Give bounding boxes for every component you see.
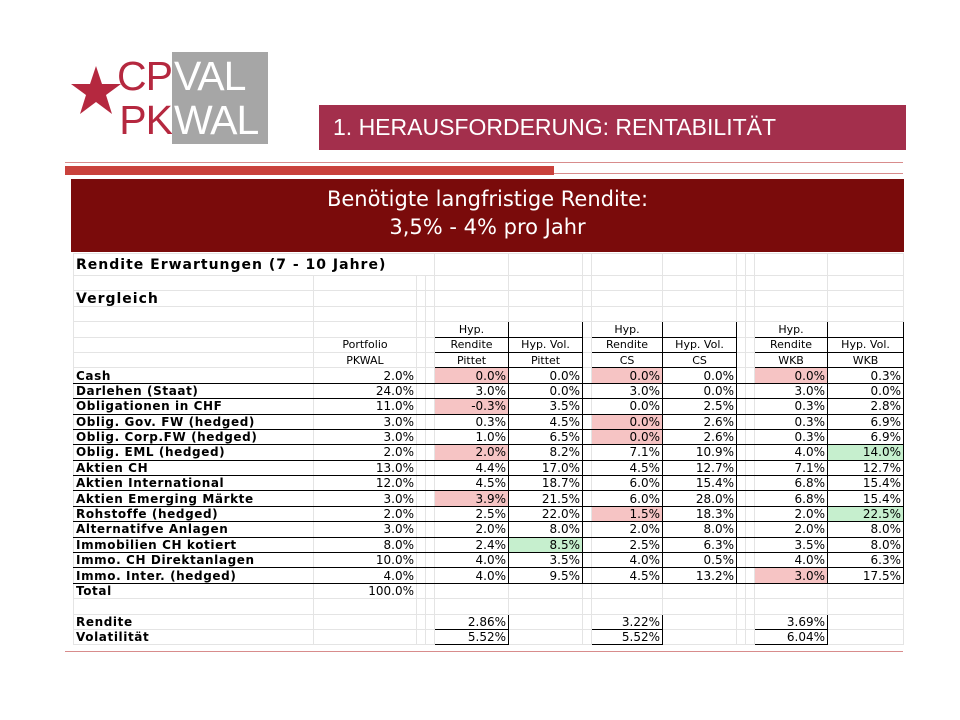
volatilitaet-wkb: 6.04% [755, 629, 828, 644]
table-row [74, 429, 904, 444]
cell-value: 2.0% [435, 522, 509, 537]
total-label: Total [74, 583, 314, 598]
cell-value: 24.0% [314, 383, 417, 398]
cell-value: 2.0% [314, 445, 417, 460]
asset-class-label: Aktien International [74, 476, 314, 491]
logo-wal: WAL [174, 97, 259, 143]
header-pittet-rendite-2: Rendite [435, 337, 509, 352]
cell-value: 0.0% [592, 368, 663, 383]
cell-value: 28.0% [663, 491, 737, 506]
cell-value: 3.0% [435, 383, 509, 398]
header-wkb-rendite-1: Hyp. [755, 322, 828, 337]
cell-value: 3.5% [755, 537, 828, 552]
cell-value: 8.5% [509, 537, 583, 552]
cell-value: 2.8% [828, 399, 904, 414]
cell-value: 0.3% [435, 414, 509, 429]
table-row [74, 399, 904, 414]
cell-value: 2.5% [435, 506, 509, 521]
cell-value: 0.0% [509, 383, 583, 398]
cell-value: 0.0% [592, 414, 663, 429]
table-row [74, 414, 904, 429]
cell-value: 0.0% [828, 383, 904, 398]
cell-value: 2.0% [314, 506, 417, 521]
slide-title: 1. HERAUSFORDERUNG: RENTABILITÄT [319, 105, 906, 150]
cell-value: 4.4% [435, 460, 509, 475]
cell-value: 3.5% [509, 553, 583, 568]
logo-red-block [116, 52, 172, 144]
header-pittet-vol-2: Pittet [509, 352, 583, 367]
cell-value: 22.5% [828, 506, 904, 521]
cell-value: 4.0% [755, 553, 828, 568]
asset-class-label: Cash [74, 368, 314, 383]
cell-value: 3.9% [435, 491, 509, 506]
rendite-label: Rendite [74, 614, 314, 629]
cell-value: 2.0% [755, 506, 828, 521]
cell-value: 0.0% [592, 429, 663, 444]
header-wkb-vol-1: Hyp. Vol. [828, 337, 904, 352]
rendite-wkb: 3.69% [755, 614, 828, 629]
table-row [74, 383, 904, 398]
table-row [74, 537, 904, 552]
rendite-pittet: 2.86% [435, 614, 509, 629]
cell-value: 13.2% [663, 568, 737, 583]
asset-class-label: Obligationen in CHF [74, 399, 314, 414]
header-wkb-rendite-2: Rendite [755, 337, 828, 352]
cell-value: 6.3% [663, 537, 737, 552]
banner-line-2: 3,5% - 4% pro Jahr [389, 215, 586, 239]
banner-required-return [71, 179, 904, 252]
cell-value: 0.0% [663, 383, 737, 398]
header-cs-vol-2: CS [663, 352, 737, 367]
header-wkb-vol-2: WKB [828, 352, 904, 367]
rendite-cs: 3.22% [592, 614, 663, 629]
header-wkb-rendite-3: WKB [755, 352, 828, 367]
cell-value: 2.0% [755, 522, 828, 537]
table-row [74, 522, 904, 537]
logo-cp: CP [117, 53, 172, 99]
cell-value: 2.6% [663, 429, 737, 444]
asset-class-label: Immobilien CH kotiert [74, 537, 314, 552]
cell-value: 0.0% [755, 368, 828, 383]
cell-value: 4.5% [592, 568, 663, 583]
asset-class-label: Alternatifve Anlagen [74, 522, 314, 537]
cell-value: 18.3% [663, 506, 737, 521]
cell-value: 0.3% [755, 414, 828, 429]
cell-value: 17.0% [509, 460, 583, 475]
cell-value: 0.5% [663, 553, 737, 568]
cell-value: 2.6% [663, 414, 737, 429]
logo-grey-block [172, 52, 268, 144]
cell-value: 8.0% [663, 522, 737, 537]
cell-value: -0.3% [435, 399, 509, 414]
header-cs-rendite-1: Hyp. [592, 322, 663, 337]
volatilitaet-pittet: 5.52% [435, 629, 509, 644]
logo-val: VAL [174, 53, 246, 99]
header-cs-rendite-3: CS [592, 352, 663, 367]
cell-value: 17.5% [828, 568, 904, 583]
cell-value: 2.0% [435, 445, 509, 460]
logo-pk: PK [119, 97, 172, 143]
cell-value: 4.0% [435, 568, 509, 583]
cell-value: 9.5% [509, 568, 583, 583]
header-pittet-rendite-1: Hyp. [435, 322, 509, 337]
asset-class-label: Darlehen (Staat) [74, 383, 314, 398]
cell-value: 3.0% [314, 429, 417, 444]
header-pittet-vol-1: Hyp. Vol. [509, 337, 583, 352]
cell-value: 6.8% [755, 491, 828, 506]
header-cs-vol-1: Hyp. Vol. [663, 337, 737, 352]
cell-value: 6.3% [828, 553, 904, 568]
table-row [74, 491, 904, 506]
cell-value: 12.7% [663, 460, 737, 475]
cell-value: 3.0% [314, 491, 417, 506]
cell-value: 6.8% [755, 476, 828, 491]
cell-value: 15.4% [828, 491, 904, 506]
header-portfolio-1: Portfolio [314, 337, 417, 352]
return-expectations-table [73, 253, 903, 645]
cpval-pkwal-logo [70, 52, 268, 144]
header-cs-rendite-2: Rendite [592, 337, 663, 352]
table-row [74, 568, 904, 583]
cell-value: 8.0% [828, 522, 904, 537]
cell-value: 8.0% [509, 522, 583, 537]
volatilitaet-cs: 5.52% [592, 629, 663, 644]
divider-line-top [65, 162, 903, 163]
cell-value: 0.0% [663, 368, 737, 383]
cell-value: 3.0% [755, 568, 828, 583]
cell-value: 0.3% [828, 368, 904, 383]
asset-class-label: Oblig. Corp.FW (hedged) [74, 429, 314, 444]
asset-class-label: Oblig. Gov. FW (hedged) [74, 414, 314, 429]
cell-value: 12.0% [314, 476, 417, 491]
cell-value: 10.0% [314, 553, 417, 568]
cell-value: 15.4% [828, 476, 904, 491]
table-row [74, 476, 904, 491]
cell-value: 6.0% [592, 476, 663, 491]
cell-value: 3.0% [592, 383, 663, 398]
divider-bar [65, 166, 554, 175]
cell-value: 4.0% [314, 568, 417, 583]
cell-value: 4.0% [755, 445, 828, 460]
cell-value: 22.0% [509, 506, 583, 521]
cell-value: 8.2% [509, 445, 583, 460]
cell-value: 8.0% [828, 537, 904, 552]
cell-value: 3.5% [509, 399, 583, 414]
cell-value: 0.0% [435, 368, 509, 383]
divider-line-mid [554, 173, 903, 174]
header-portfolio-2: PKWAL [314, 352, 417, 367]
cell-value: 21.5% [509, 491, 583, 506]
cell-value: 12.7% [828, 460, 904, 475]
table-row [74, 460, 904, 475]
cell-value: 3.0% [755, 383, 828, 398]
asset-class-label: Immo. CH Direktanlagen [74, 553, 314, 568]
cell-value: 4.5% [509, 414, 583, 429]
cell-value: 11.0% [314, 399, 417, 414]
cell-value: 7.1% [755, 460, 828, 475]
cell-value: 1.0% [435, 429, 509, 444]
cell-value: 13.0% [314, 460, 417, 475]
asset-class-label: Aktien CH [74, 460, 314, 475]
asset-class-label: Aktien Emerging Märkte [74, 491, 314, 506]
cell-value: 2.0% [314, 368, 417, 383]
asset-class-label: Rohstoffe (hedged) [74, 506, 314, 521]
cell-value: 2.4% [435, 537, 509, 552]
cell-value: 3.0% [314, 522, 417, 537]
sheet-title: Rendite Erwartungen (7 - 10 Jahre) [74, 254, 435, 276]
cell-value: 18.7% [509, 476, 583, 491]
header-pittet-rendite-3: Pittet [435, 352, 509, 367]
cell-value: 0.0% [592, 399, 663, 414]
cell-value: 3.0% [314, 414, 417, 429]
cell-value: 14.0% [828, 445, 904, 460]
total-value: 100.0% [314, 583, 417, 598]
cell-value: 4.5% [435, 476, 509, 491]
cell-value: 8.0% [314, 537, 417, 552]
cell-value: 2.5% [663, 399, 737, 414]
divider-line-bottom [65, 651, 903, 652]
table-row [74, 553, 904, 568]
asset-class-label: Immo. Inter. (hedged) [74, 568, 314, 583]
volatilitaet-label: Volatilität [74, 629, 314, 644]
table-row [74, 445, 904, 460]
cell-value: 4.0% [592, 553, 663, 568]
cell-value: 4.5% [592, 460, 663, 475]
cell-value: 6.5% [509, 429, 583, 444]
cell-value: 1.5% [592, 506, 663, 521]
star-icon [70, 64, 122, 116]
cell-value: 0.3% [755, 399, 828, 414]
cell-value: 4.0% [435, 553, 509, 568]
cell-value: 2.0% [592, 522, 663, 537]
sheet-subtitle: Vergleich [74, 291, 314, 306]
cell-value: 15.4% [663, 476, 737, 491]
spreadsheet [73, 253, 904, 645]
cell-value: 6.9% [828, 429, 904, 444]
asset-class-label: Oblig. EML (hedged) [74, 445, 314, 460]
asset-class-rows [74, 368, 904, 583]
table-row [74, 506, 904, 521]
cell-value: 6.0% [592, 491, 663, 506]
cell-value: 7.1% [592, 445, 663, 460]
cell-value: 0.3% [755, 429, 828, 444]
cell-value: 6.9% [828, 414, 904, 429]
cell-value: 10.9% [663, 445, 737, 460]
banner-line-1: Benötigte langfristige Rendite: [326, 187, 649, 211]
table-row [74, 368, 904, 383]
cell-value: 0.0% [509, 368, 583, 383]
cell-value: 2.5% [592, 537, 663, 552]
